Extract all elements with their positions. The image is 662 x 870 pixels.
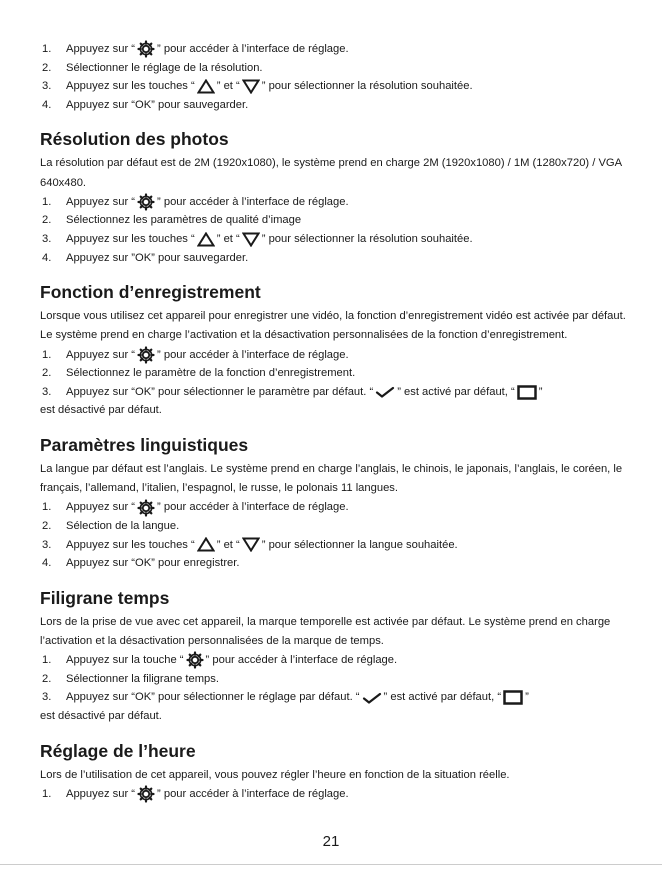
- section-description: La langue par défaut est l’anglais. Le système prend en charge l’anglais, le chinois, le japonais, l’anglais, le coréen, le français, l’allemand, l’italien, l’espagnol, le russe, le polonais 11 langues.: [40, 462, 623, 495]
- page-number: 21: [322, 833, 340, 850]
- list-item: 1. Appuyez sur la touche “ ” pour accéder à l’interface de réglage.: [40, 651, 630, 670]
- list-item: 4. Appuyez sur “OK” pour sauvegarder.: [42, 98, 249, 111]
- triangle-up-icon: [197, 232, 215, 247]
- list-item: 3. Appuyez sur les touches “ ” et “ ” pour sélectionner la résolution souhaitée.: [42, 80, 473, 93]
- section-title: Paramètres linguistiques: [40, 434, 249, 455]
- section-description: Lors de la prise de vue avec cet appareil, la marque temporelle est activée par défaut. Le système prend en charge l’activation et la désactivation personnalisées de la marque de temps.: [40, 615, 611, 647]
- list-item: 2. Sélectionner le réglage de la résolution.: [42, 61, 263, 74]
- triangle-down-icon: [242, 537, 260, 552]
- list-item: 1. Appuyez sur “ ” pour accéder à l’interface de réglage.: [40, 346, 630, 365]
- gear-icon: [186, 651, 204, 669]
- section-time-watermark: [40, 587, 630, 726]
- list-item: 1. Appuyez sur “ ” pour accéder à l’interface de réglage.: [40, 785, 630, 804]
- section-title: Résolution des photos: [40, 129, 229, 150]
- section-photo-resolution: [40, 128, 630, 267]
- list-item: 1. Appuyez sur “ ” pour accéder à l’interface de réglage.: [40, 193, 630, 212]
- list-item: 2. Sélectionner la filigrane temps.: [42, 672, 219, 685]
- section-title: Filigrane temps: [40, 587, 170, 608]
- list-item: 3. Appuyez sur “OK” pour sélectionner le réglage par défaut. “ ” est activé par défaut, “ ”: [42, 691, 529, 704]
- section-title: Réglage de l’heure: [40, 740, 196, 761]
- list-item: 2. Sélectionnez les paramètres de qualité d’image: [42, 214, 302, 227]
- list-item: 4. Appuyez sur ”OK” pour sauvegarder.: [42, 251, 249, 264]
- list-item: 3. Appuyez sur les touches “ ” et “ ” pour sélectionner la résolution souhaitée.: [42, 232, 473, 245]
- list-item-continuation: est désactivé par défaut.: [40, 404, 162, 417]
- list-item: 1. Appuyez sur “ ” pour accéder à l’interface de réglage.: [40, 498, 630, 517]
- section-language: [40, 434, 630, 573]
- list-item: 4. Appuyez sur “OK” pour enregistrer.: [42, 557, 240, 570]
- triangle-down-icon: [242, 79, 260, 94]
- list-item: 1. Appuyez sur “ ” pour accéder à l’interface de réglage.: [40, 40, 630, 59]
- list-item-continuation: est désactivé par défaut.: [40, 709, 162, 722]
- section-description: Lorsque vous utilisez cet appareil pour enregistrer une vidéo, la fonction d’enregistrement vidéo est activée par défaut. Le système prend en charge l’activation et la désactivation personnalisées de la fonction d’enregistrement.: [40, 310, 626, 342]
- empty-square-icon: [517, 385, 537, 400]
- section-recording: [40, 281, 630, 420]
- triangle-down-icon: [242, 232, 260, 247]
- intro-steps: [40, 40, 630, 114]
- list-item: 2. Sélection de la langue.: [42, 519, 180, 532]
- gear-icon: [137, 346, 155, 364]
- section-description: La résolution par défaut est de 2M (1920x1080), le système prend en charge 2M (1920x1080) / 1M (1280x720) / VGA 640x480.: [40, 157, 622, 189]
- triangle-up-icon: [197, 79, 215, 94]
- section-time-setting: [40, 740, 630, 804]
- gear-icon: [137, 40, 155, 58]
- manual-page: [40, 40, 630, 803]
- gear-icon: [137, 785, 155, 803]
- triangle-up-icon: [197, 537, 215, 552]
- list-item: 3. Appuyez sur les touches “ ” et “ ” pour sélectionner la langue souhaitée.: [42, 538, 458, 551]
- empty-square-icon: [503, 690, 523, 705]
- checkmark-icon: [375, 386, 395, 398]
- list-item: 2. Sélectionnez le paramètre de la fonction d’enregistrement.: [42, 367, 356, 380]
- gear-icon: [137, 193, 155, 211]
- list-item: 3. Appuyez sur “OK” pour sélectionner le paramètre par défaut. “ ” est activé par défaut, “ ”: [42, 385, 543, 398]
- footer-divider: [0, 864, 662, 865]
- gear-icon: [137, 499, 155, 517]
- checkmark-icon: [362, 692, 382, 704]
- section-description: Lors de l’utilisation de cet appareil, vous pouvez régler l’heure en fonction de la situation réelle.: [40, 768, 510, 781]
- section-title: Fonction d’enregistrement: [40, 282, 261, 303]
